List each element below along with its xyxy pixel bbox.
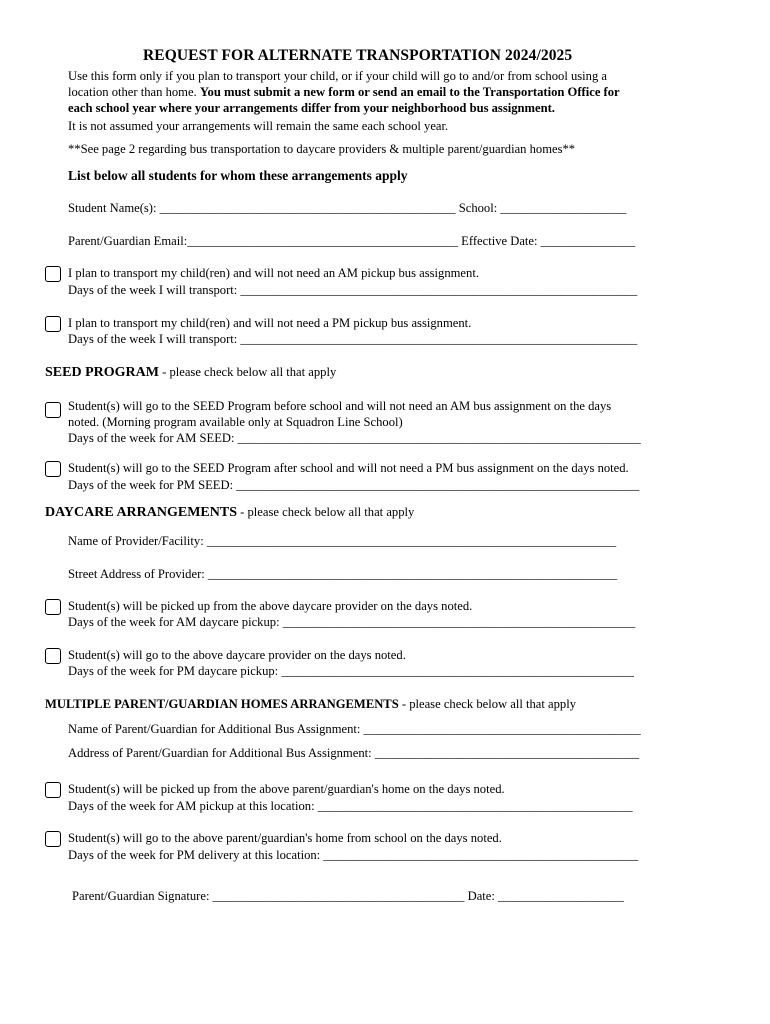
daycare-am-checkbox[interactable]: [45, 599, 61, 615]
seed-pm-checkbox[interactable]: [45, 461, 61, 477]
intro-line-2-plain: location other than home.: [68, 85, 200, 99]
multiple-pm-label: Student(s) will go to the above parent/guardian's home from school on the days noted.: [68, 831, 502, 845]
intro-line-2-bold: You must submit a new form or send an email to the Transportation Office for: [199, 85, 620, 99]
seed-am-checkbox[interactable]: [45, 402, 61, 418]
seed-pm-label: Student(s) will go to the SEED Program after school and will not need a PM bus assignment on the days noted.: [68, 461, 629, 475]
multiple-heading-bold: MULTIPLE PARENT/GUARDIAN HOMES ARRANGEMENTS: [45, 697, 399, 711]
page-title: REQUEST FOR ALTERNATE TRANSPORTATION 2024/2025: [143, 47, 573, 64]
students-heading: List below all students for whom these arrangements apply: [68, 168, 408, 183]
seed-am-label-2: noted. (Morning program available only at Squadron Line School): [68, 415, 403, 429]
multiple-pm-days-field[interactable]: Days of the week for PM delivery at this location: __________________________________________________: [68, 848, 639, 862]
student-names-field[interactable]: Student Name(s): _______________________________________________ School: ____________________: [68, 201, 627, 215]
signature-date-field[interactable]: Parent/Guardian Signature: ________________________________________ Date: ____________________: [72, 889, 624, 903]
am-transport-checkbox[interactable]: [45, 266, 61, 282]
seed-pm-days-field[interactable]: Days of the week for PM SEED: ________________________________________________________________: [68, 478, 640, 492]
multiple-am-days-field[interactable]: Days of the week for AM pickup at this location: __________________________________________________: [68, 799, 633, 813]
daycare-pm-days-field[interactable]: Days of the week for PM daycare pickup: ________________________________________________________: [68, 664, 634, 678]
seed-section-heading: [45, 364, 336, 381]
pm-transport-label: I plan to transport my child(ren) and will not need a PM pickup bus assignment.: [68, 316, 472, 330]
seed-am-days-field[interactable]: Days of the week for AM SEED: ________________________________________________________________: [68, 431, 641, 445]
am-transport-label: I plan to transport my child(ren) and will not need an AM pickup bus assignment.: [68, 266, 479, 280]
multiple-homes-section-heading: [45, 696, 576, 712]
daycare-am-days-field[interactable]: Days of the week for AM daycare pickup: ________________________________________________________: [68, 615, 636, 629]
multiple-am-checkbox[interactable]: [45, 782, 61, 798]
intro-line-4: It is not assumed your arrangements will remain the same each school year.: [68, 119, 449, 133]
daycare-section-heading: [45, 504, 414, 521]
additional-guardian-name-field[interactable]: Name of Parent/Guardian for Additional Bus Assignment: ____________________________________________: [68, 722, 641, 736]
am-transport-days-field[interactable]: Days of the week I will transport: _______________________________________________________________: [68, 283, 638, 297]
provider-name-field[interactable]: Name of Provider/Facility: _________________________________________________________________: [68, 534, 617, 548]
intro-line-2: [68, 84, 620, 100]
seed-heading-bold: SEED PROGRAM: [45, 365, 159, 380]
daycare-heading-suffix: - please check below all that apply: [237, 505, 415, 519]
additional-guardian-address-field[interactable]: Address of Parent/Guardian for Additional Bus Assignment: __________________________________________: [68, 746, 640, 760]
guardian-email-field[interactable]: Parent/Guardian Email:___________________________________________ Effective Date: _______________: [68, 234, 636, 248]
intro-line-1: Use this form only if you plan to transport your child, or if your child will go to and/or from school using a: [68, 69, 608, 83]
seed-heading-suffix: - please check below all that apply: [158, 365, 337, 379]
multiple-am-label: Student(s) will be picked up from the above parent/guardian's home on the days noted.: [68, 782, 505, 796]
intro-line-3: each school year where your arrangements differ from your neighborhood bus assignment.: [68, 101, 555, 115]
pm-transport-checkbox[interactable]: [45, 316, 61, 332]
daycare-pm-label: Student(s) will go to the above daycare provider on the days noted.: [68, 648, 406, 662]
provider-address-field[interactable]: Street Address of Provider: _________________________________________________________________: [68, 567, 618, 581]
multiple-heading-suffix: - please check below all that apply: [398, 697, 577, 711]
pm-transport-days-field[interactable]: Days of the week I will transport: _______________________________________________________________: [68, 332, 638, 346]
daycare-heading-bold: DAYCARE ARRANGEMENTS: [45, 505, 238, 520]
intro-note: **See page 2 regarding bus transportation to daycare providers & multiple parent/guardian homes**: [68, 142, 576, 156]
daycare-pm-checkbox[interactable]: [45, 648, 61, 664]
seed-am-label-1: Student(s) will go to the SEED Program before school and will not need an AM bus assignment on the days: [68, 399, 612, 413]
daycare-am-label: Student(s) will be picked up from the above daycare provider on the days noted.: [68, 599, 473, 613]
multiple-pm-checkbox[interactable]: [45, 831, 61, 847]
